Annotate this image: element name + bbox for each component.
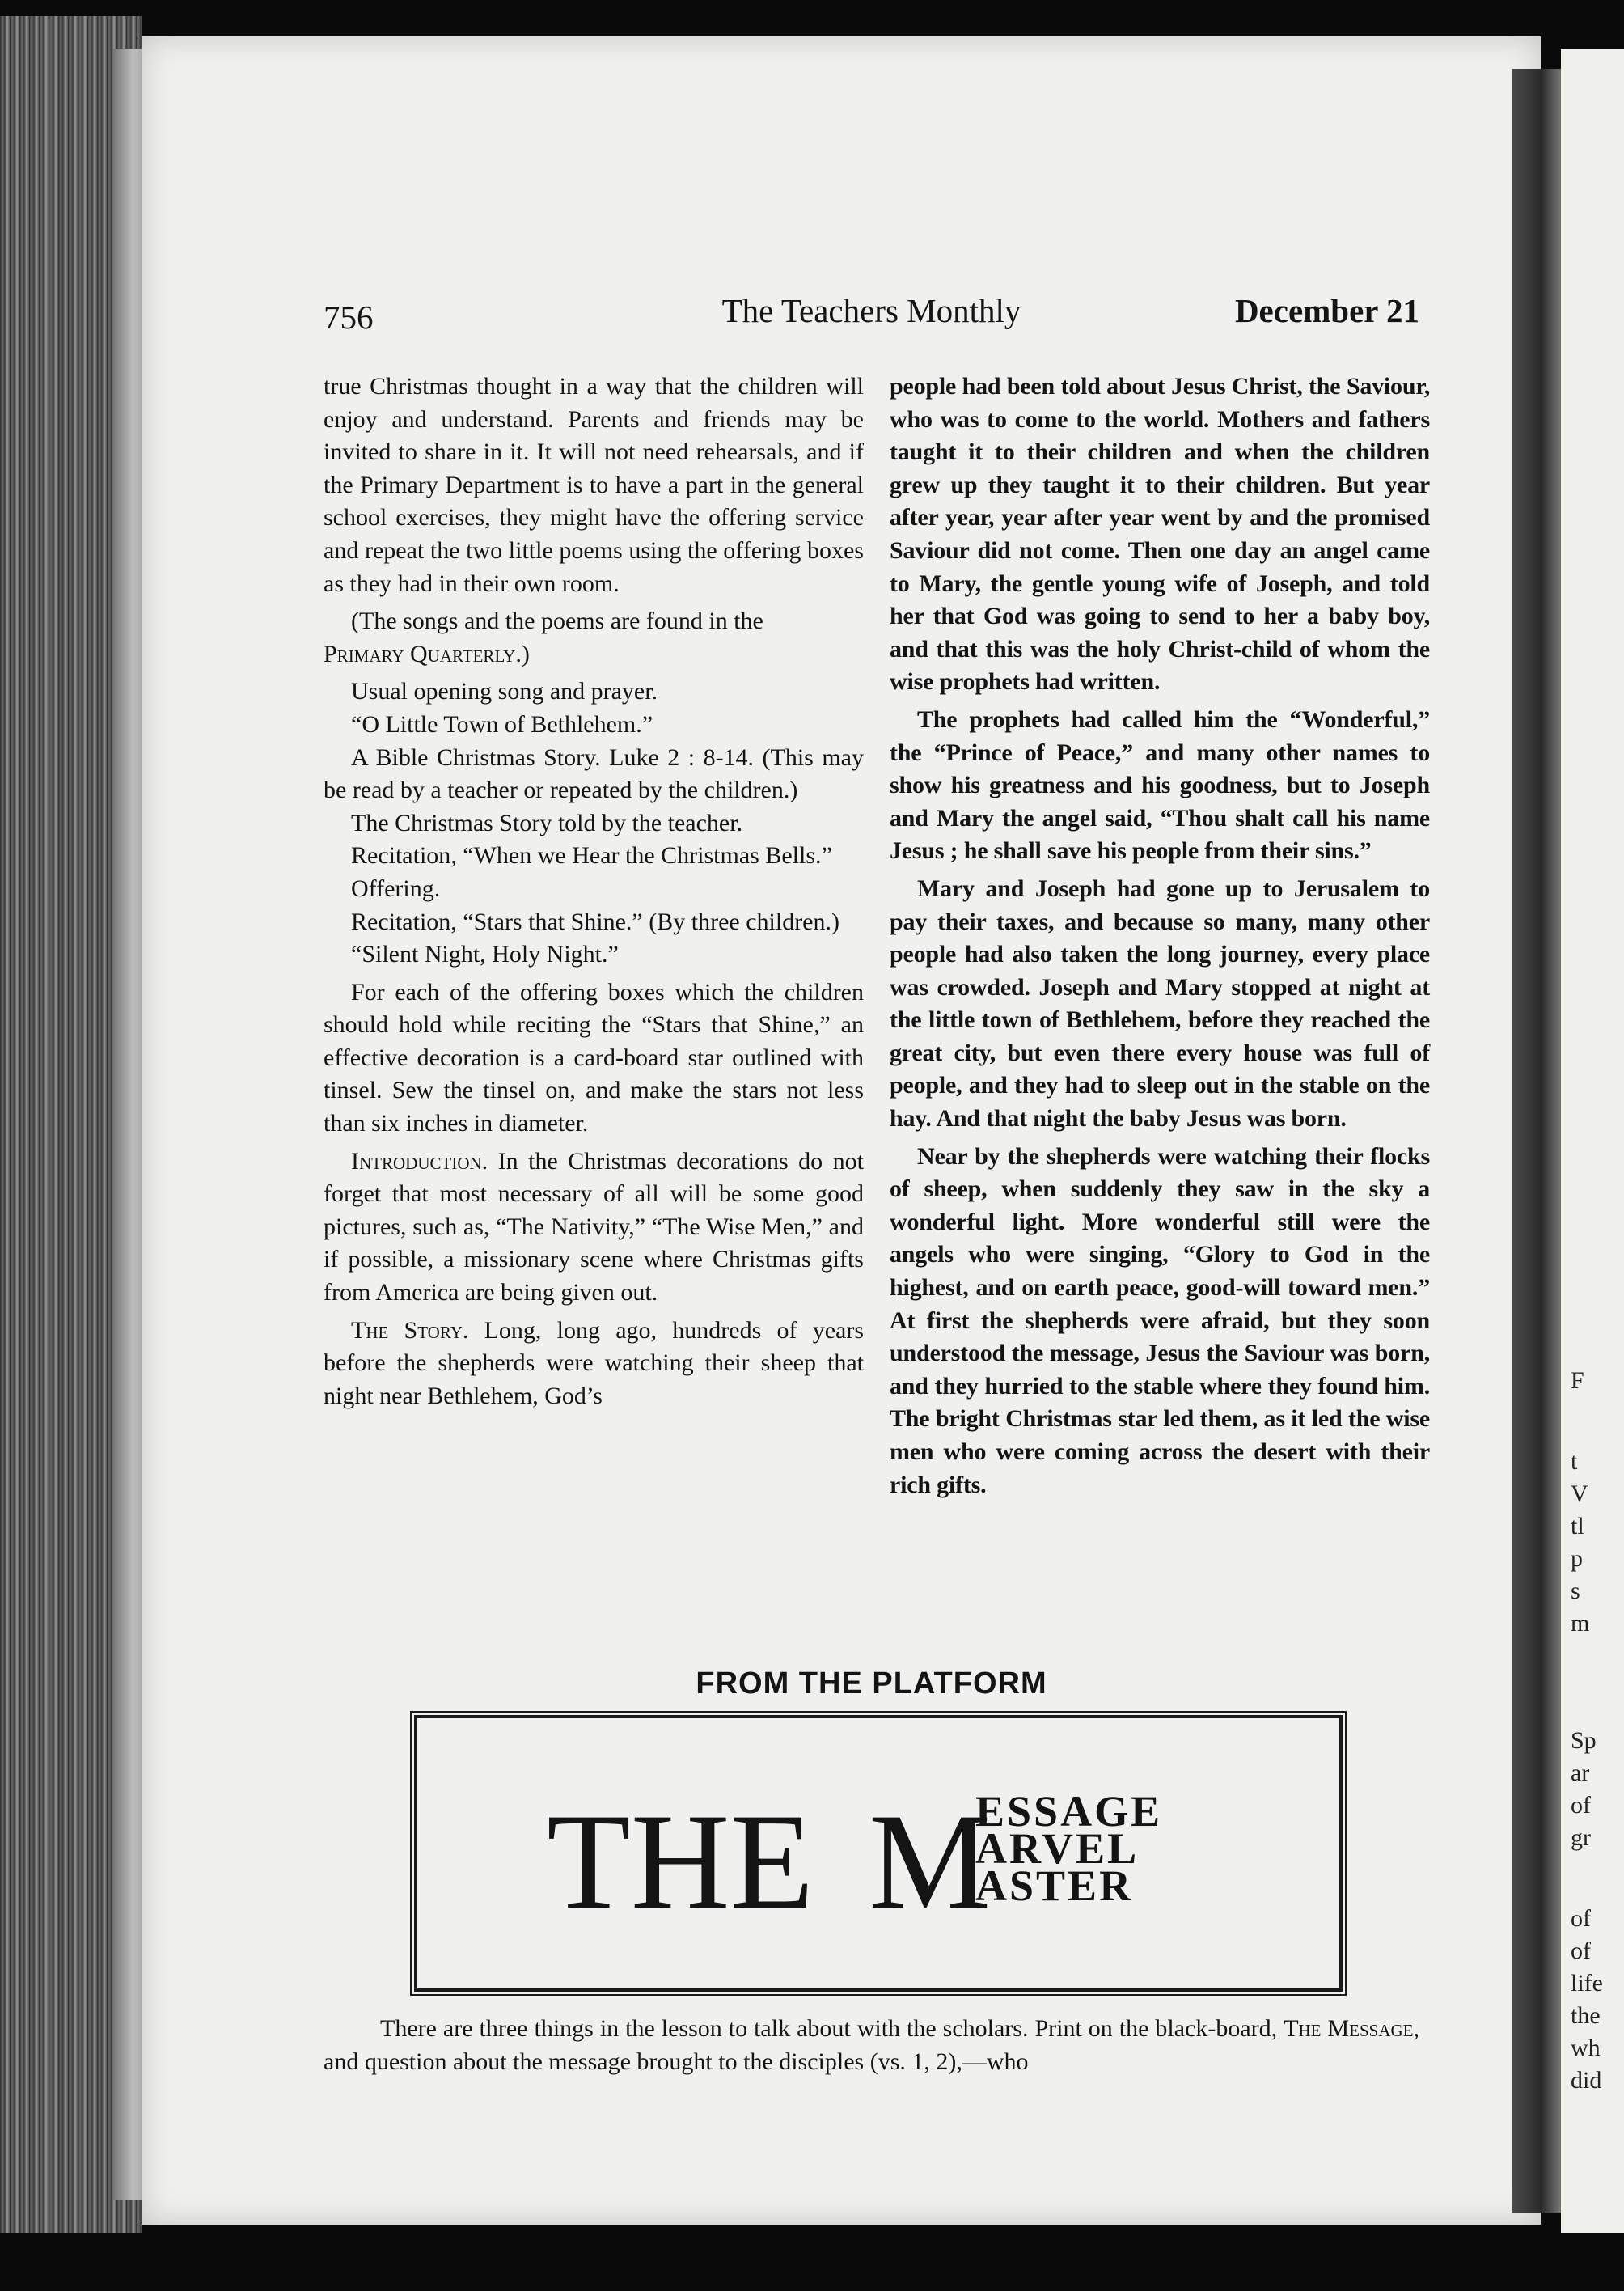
paragraph: Near by the shepherds were watching their flocks of sheep, when suddenly they saw in the sky a wonderful light. More wonderful still were the angels who were singing, “Glory to God in the highest, and on earth peace, good-will toward men.” At first the shepherds were afraid, but they soon understood the message, Jesus the Saviour was born, and they hurried to the stable where they found him. The bright Christmas star led them, as it led the wise men who were coming across the desert with their rich gifts. [890,1142,1430,1498]
program-item: Usual opening song and prayer. [351,678,658,705]
adjacent-page-edge [1561,49,1624,2233]
paragraph: For each of the offering boxes which the children should hold while reciting the “Stars that Shine,” an effective decoration is a card-board star outlined with tinsel. Sew the tinsel on, and make the stars not less than six inches in diameter. [324,978,864,1137]
adjacent-fragment: s [1571,1577,1580,1604]
program-item: “Silent Night, Holy Night.” [351,941,619,968]
adjacent-fragment: of [1571,1792,1591,1819]
adjacent-fragment: the [1571,2002,1601,2029]
paragraph: true Christmas thought in a way that the children will enjoy and understand. Parents and friends may be invited to share in it. It will not need rehearsals, and if the Primary Department is to have a part in the general school exercises, they might have the offering service and repeat the two little poems using the offering boxes as they had in their own room. [324,373,864,597]
running-header [324,291,1419,340]
paragraph: The prophets had called him the “Wonderful,” the “Prince of Peace,” and many other names to show his greatness and his goodness, but to Joseph and Mary the angel said, “Thou shalt call his name Jesus ; he shall save his people from their sins.” [890,705,1430,865]
adjacent-fragment: of [1571,1905,1591,1932]
paragraph: people had been told about Jesus Christ, the Saviour, who was to come to the world. Mothers and fathers taught it to their children and when the children grew up they taught it to their children. But year after year, year after year went by and the promised Saviour did not come. Then one day an angel came to Mary, the gentle young wife of Joseph, and told her that God was going to send to her a baby boy, and that this was the holy Christ-child of whom the wise prophets had written. [890,373,1430,696]
blackboard-word: ASTER [975,1861,1134,1910]
adjacent-fragment: did [1571,2067,1602,2094]
page-number: 756 [324,299,374,336]
section-label: Introduction. [351,1147,488,1175]
paragraph: The Story. Long, long ago, hundreds of years before the shepherds were watching their sheep that night near Bethlehem, God’s [324,1316,865,1409]
program-item: “O Little Town of Bethlehem.” [351,710,653,738]
paragraph: (The songs and the poems are found in the [351,608,763,635]
issue-date: December 21 [1234,292,1419,329]
emphasis: The Message, [1284,2015,1420,2042]
adjacent-fragment: ar [1571,1760,1590,1786]
paragraph: There are three things in the lesson to talk about with the scholars. Print on the black-board, The Message, and question about the message brought to the disciples (vs. 1, 2),—who [324,2015,1420,2075]
blackboard-words [975,1787,1163,1910]
adjacent-fragment: life [1571,1970,1603,1997]
program-item: Offering. [351,874,441,902]
adjacent-fragment: of [1571,1937,1591,1964]
adjacent-fragment: m [1571,1610,1590,1637]
adjacent-fragment: wh [1571,2035,1601,2061]
program-item: A Bible Christmas Story. Luke 2 : 8-14. (This may be read by a teacher or repeated by the children.) [324,743,864,804]
paragraph: Mary and Joseph had gone up to Jerusalem to pay their taxes, and because so many, many other people had also taken the long journey, every place was crowded. Joseph and Mary stopped at night at the little town of Bethlehem, before they reached the great city, but even there every house was full of people, and they had to sleep out in the stable on the hay. And that night the baby Jesus was born. [890,874,1430,1133]
blackboard-the: THE [547,1785,814,1937]
blackboard-box [414,1715,1343,1992]
program-item: Recitation, “Stars that Shine.” (By three children.) [351,908,839,935]
section-label: The Story. [351,1316,469,1344]
program-item: The Christmas Story told by the teacher. [351,809,743,836]
adjacent-fragment: V [1571,1480,1588,1507]
platform-heading: FROM THE PLATFORM [696,1666,1047,1700]
platform-text [324,2013,1419,2078]
paragraph: Primary Quarterly.) [324,640,530,667]
blackboard-word: ARVEL [975,1824,1140,1873]
right-column [890,371,1430,1506]
blackboard-m: M [869,1785,992,1937]
running-title: The Teachers Monthly [721,292,1021,329]
gutter [1512,69,1561,2213]
blackboard-word: ESSAGE [975,1787,1163,1836]
adjacent-fragment: gr [1571,1824,1591,1851]
adjacent-fragment: p [1571,1545,1583,1572]
left-column [324,371,864,1417]
program-item: Recitation, “When we Hear the Christmas Bells.” [351,842,832,870]
adjacent-fragment: t [1571,1448,1578,1475]
paragraph: Introduction. In the Christmas decorations do not forget that most necessary of all will be some good pictures, such as, “The Nativity,” “The Wise Men,” and if possible, a missionary scene where Christmas gifts from America are being given out. [324,1147,864,1306]
adjacent-fragment: Sp [1571,1727,1597,1754]
adjacent-fragment: tl [1571,1513,1584,1539]
adjacent-fragment: F [1571,1367,1584,1394]
